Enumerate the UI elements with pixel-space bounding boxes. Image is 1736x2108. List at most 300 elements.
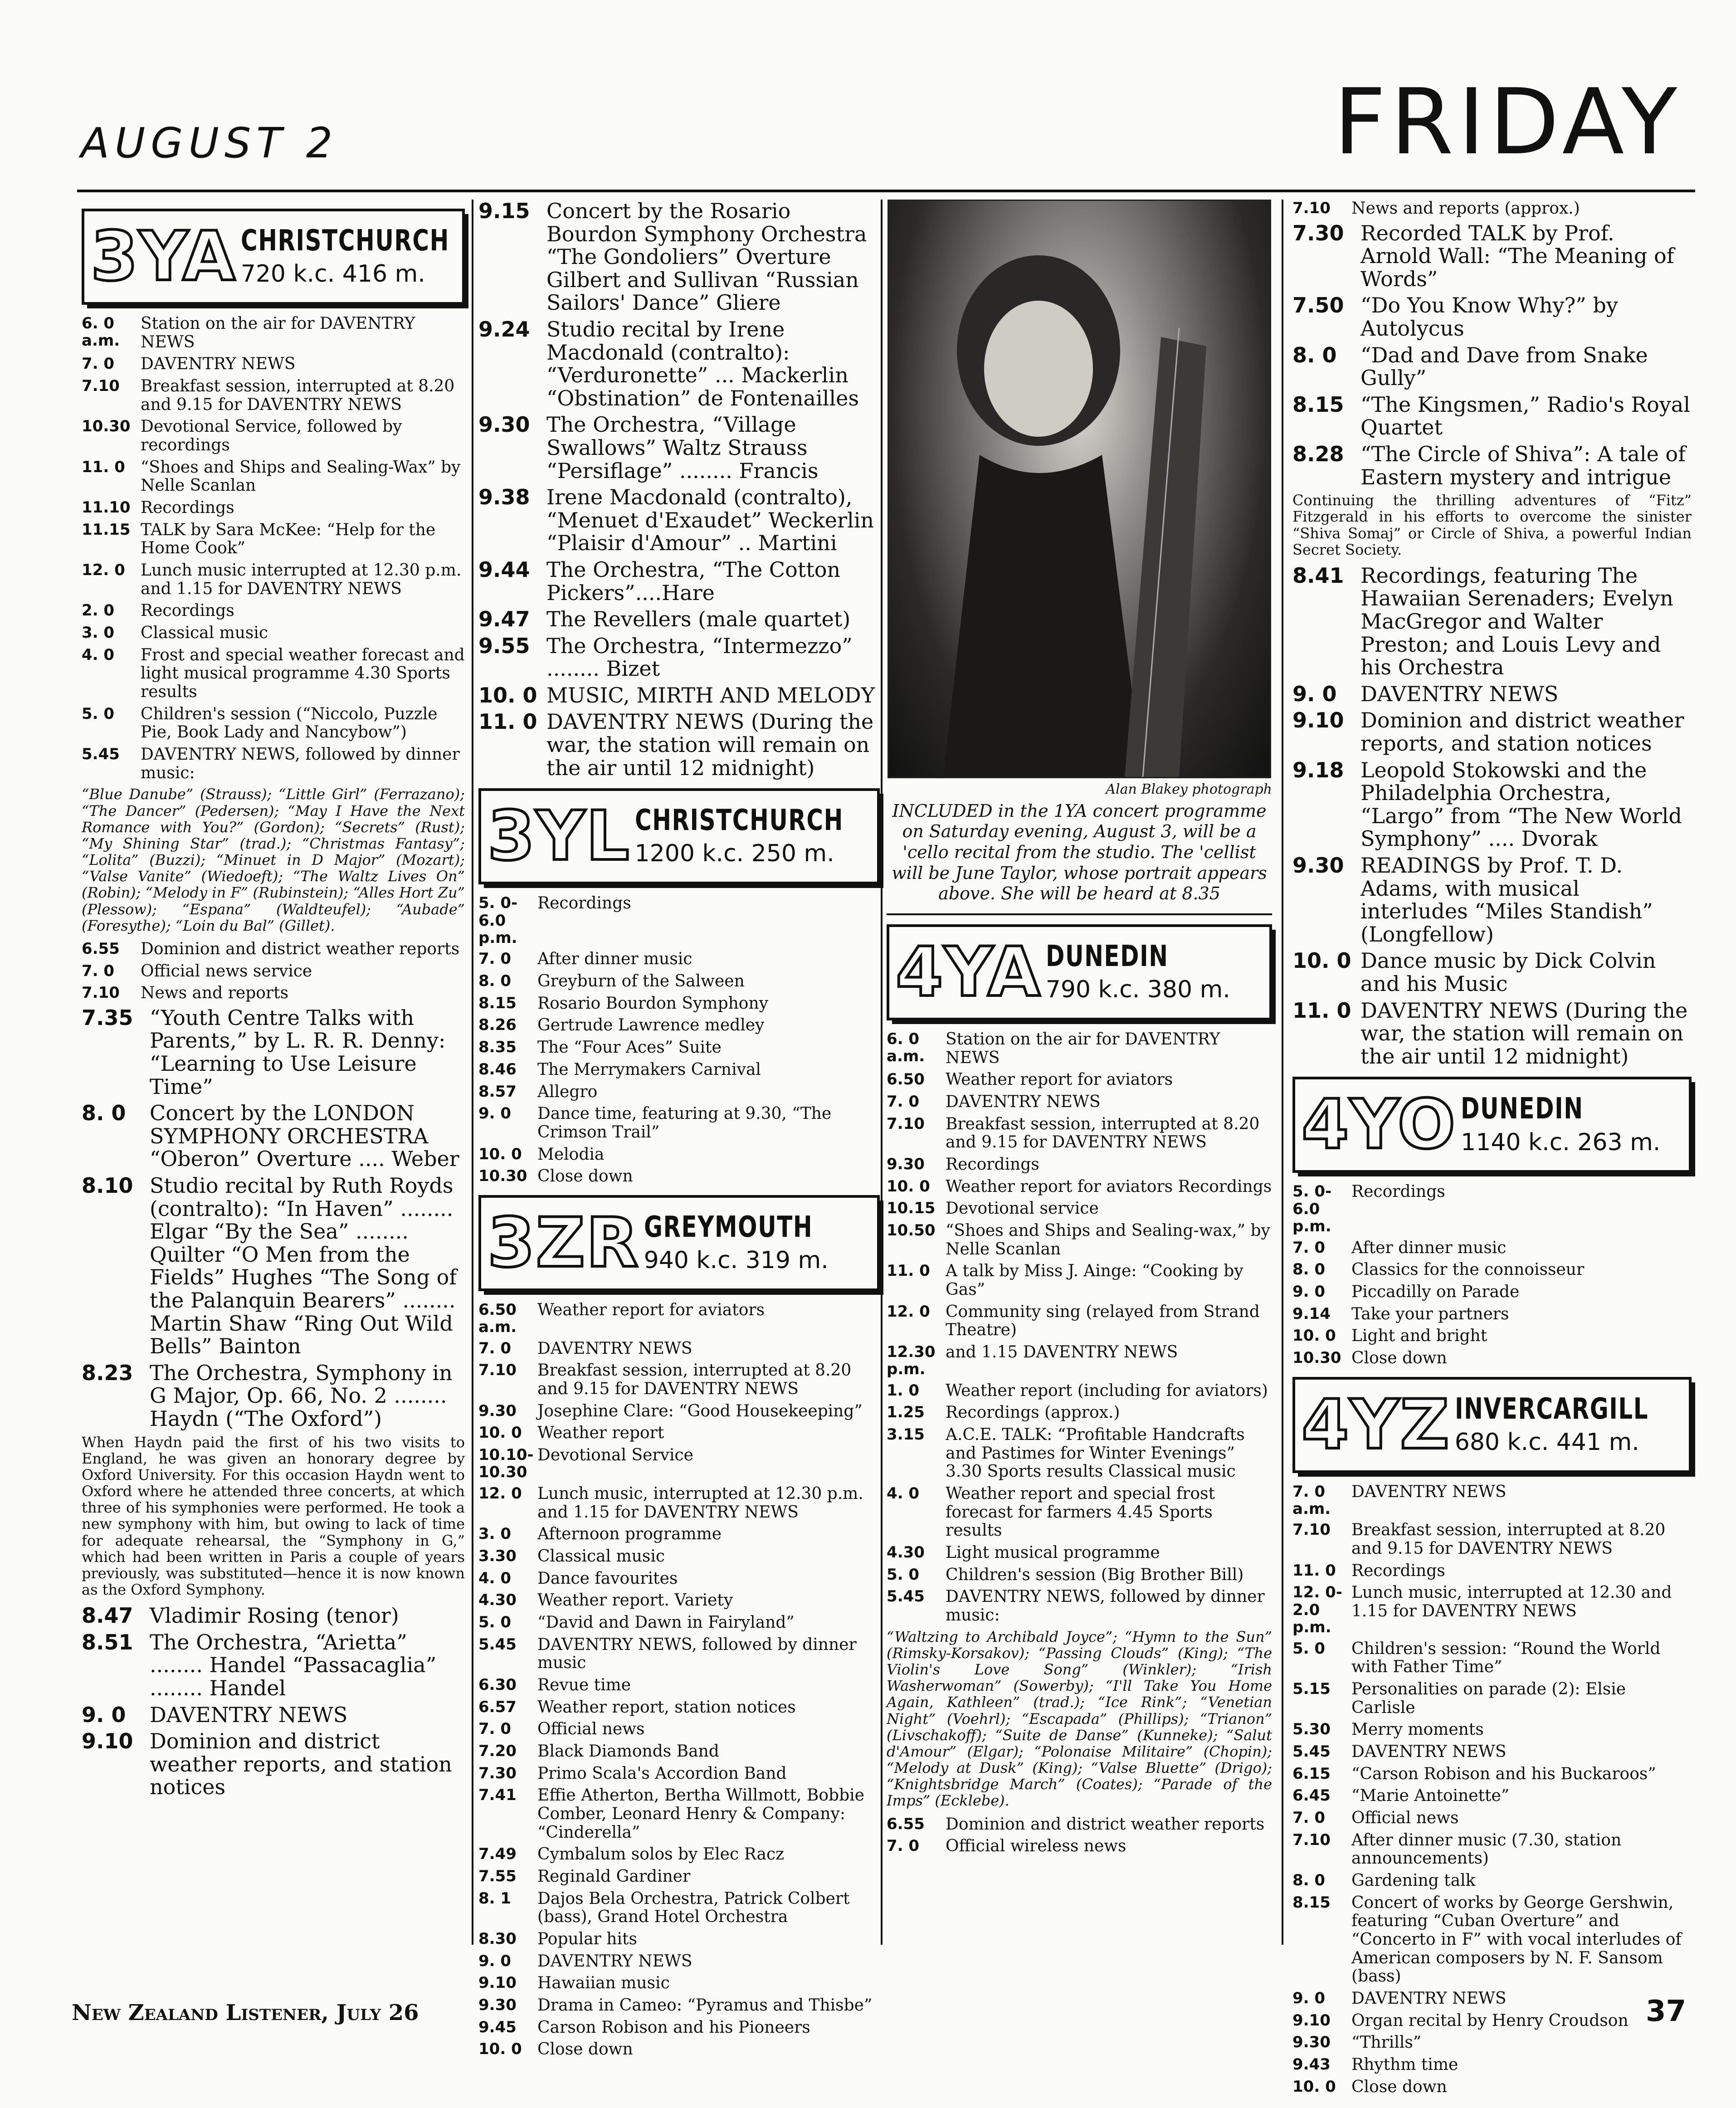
station-frequency: 940 k.c. 319 m.: [644, 1247, 829, 1274]
schedule-entry: [887, 1115, 1272, 1152]
schedule-entry: [1292, 2034, 1692, 2052]
entry-time: 9. 0: [478, 1104, 512, 1123]
entry-description: Dominion and district weather reports, and station notices: [1361, 708, 1684, 756]
entry-time: 7.30: [1292, 220, 1344, 245]
entry-description: DAVENTRY NEWS: [537, 1339, 692, 1358]
entry-time: 12.30 p.m.: [887, 1342, 936, 1379]
schedule-entry: [478, 972, 880, 991]
entry-time: 7.41: [478, 1786, 517, 1805]
entry-description: The Revellers (male quartet): [546, 607, 851, 632]
schedule-entry: [887, 1426, 1272, 1481]
entry-time: 7.10: [82, 377, 120, 395]
entry-time: 6. 0 a.m.: [82, 314, 120, 350]
schedule-entry: [887, 1093, 1272, 1112]
entry-time: 7.10: [887, 1114, 925, 1133]
schedule-entry: [478, 1424, 880, 1443]
entry-time: 8.28: [1292, 442, 1344, 467]
schedule-list: [1292, 200, 1692, 218]
entry-description: A.C.E. TALK: “Profitable Handcrafts and Pastimes for Winter Evenings” 3.30 Sports results Classical music: [946, 1425, 1245, 1481]
entry-time: 5.45: [1292, 1742, 1331, 1761]
entry-time: 9.24: [478, 317, 530, 342]
schedule-entry: [82, 459, 465, 495]
entry-time: 9.55: [478, 633, 530, 658]
entry-time: 8.35: [478, 1038, 517, 1057]
schedule-entry: [887, 1343, 1272, 1378]
entry-description: Official news: [537, 1720, 645, 1739]
photo-caption: INCLUDED in the 1YA concert programme on Saturday evening, August 3, will be a 'cello recital from the studio. The 'cellist will be June Taylor, whose portrait appears above. She will be heard at 8.35: [892, 800, 1267, 904]
entry-description: “The Kingsmen,” Radio's Royal Quartet: [1361, 392, 1690, 440]
schedule-entry: [1292, 1640, 1692, 1677]
entry-description: READINGS by Prof. T. D. Adams, with musical interludes “Miles Standish” (Longfellow): [1361, 853, 1653, 947]
schedule-entry: [82, 1730, 465, 1799]
schedule-entry: [82, 1631, 465, 1700]
entry-time: 6.50: [887, 1070, 925, 1089]
entry-time: 9.10: [82, 1729, 133, 1754]
entry-description: Melodia: [537, 1145, 605, 1164]
entry-time: 11. 0: [478, 709, 537, 734]
schedule-list: [1292, 1483, 1692, 2097]
entry-time: 4. 0: [887, 1484, 920, 1503]
schedule-list-large: [82, 1604, 465, 1799]
entry-description: TALK by Sara McKee: “Help for the Home Cook”: [141, 520, 436, 558]
entry-description: The “Four Aces” Suite: [537, 1038, 722, 1057]
entry-description: Recordings (approx.): [946, 1403, 1120, 1422]
entry-description: The Orchestra, Symphony in G Major, Op. 66, No. 2 ........ Haydn (“The Oxford”): [150, 1360, 453, 1431]
entry-time: 8.30: [478, 1929, 517, 1948]
entry-description: Station on the air for DAVENTRY NEWS: [141, 314, 415, 351]
entry-description: “The Circle of Shiva”: A tale of Eastern mystery and intrigue: [1361, 442, 1686, 489]
schedule-entry: [1292, 2012, 1692, 2030]
schedule-entry: [478, 1974, 880, 1993]
schedule-entry: [478, 1525, 880, 1544]
entry-description: Rhythm time: [1351, 2055, 1458, 2074]
entry-description: Station on the air for DAVENTRY NEWS: [946, 1030, 1220, 1067]
entry-description: Josephine Clare: “Good Housekeeping”: [537, 1401, 863, 1420]
entry-time: 9.45: [478, 2018, 517, 2036]
entry-time: 4.30: [478, 1591, 517, 1610]
entry-description: Recordings: [1351, 1561, 1445, 1580]
entry-description: Dance music by Dick Colvin and his Music: [1361, 948, 1656, 996]
entry-time: 5. 0: [1292, 1639, 1326, 1658]
schedule-entry: [887, 1566, 1272, 1585]
haydn-note: When Haydn paid the first of his two visits to England, he was given an honorary degree by Oxford University. For this occasion Haydn went to Oxford where he attended three concerts, at which three of his symphonies were performed. He took a new symphony with him, but owing to lack of time for adequate rehearsal, the “Symphony in G,” which had been written in Paris a couple of years previously, was substituted—hence it is now known as the Oxford Symphony.: [82, 1433, 465, 1598]
schedule-entry: [82, 602, 465, 620]
entry-description: Recordings: [1351, 1182, 1445, 1201]
entry-description: Recordings: [946, 1155, 1039, 1174]
entry-time: 9.38: [478, 485, 530, 510]
schedule-entry: [82, 624, 465, 643]
entry-description: Breakfast session, interrupted at 8.20 and 9.15 for DAVENTRY NEWS: [537, 1361, 852, 1399]
entry-time: 9.44: [478, 557, 530, 582]
entry-time: 7. 0: [1292, 1238, 1326, 1257]
entry-description: Lunch music, interrupted at 12.30 and 1.15 for DAVENTRY NEWS: [1351, 1583, 1672, 1621]
entry-description: Recordings: [141, 498, 234, 517]
station-box-4yo: [1292, 1077, 1692, 1173]
schedule-entry: [1292, 759, 1692, 850]
entry-time: 10. 0: [478, 2040, 522, 2059]
schedule-entry: [478, 1676, 880, 1695]
schedule-entry: [1292, 854, 1692, 946]
schedule-entry: [887, 1382, 1272, 1400]
entry-description: Irene Macdonald (contralto), “Menuet d'Exaudet” Weckerlin “Plaisir d'Amour” .. Martini: [546, 485, 874, 556]
entry-time: 7. 0 a.m.: [1292, 1482, 1331, 1518]
schedule-entry: [478, 1845, 880, 1864]
entry-time: 10. 0: [478, 1145, 522, 1163]
entry-time: 2. 0: [82, 601, 115, 620]
entry-description: MUSIC, MIRTH AND MELODY: [546, 683, 875, 708]
entry-description: Lunch music interrupted at 12.30 p.m. and 1.15 for DAVENTRY NEWS: [141, 561, 462, 598]
entry-description: Classical music: [537, 1547, 665, 1566]
schedule-entry: [82, 499, 465, 517]
entry-time: 12. 0-2.0 p.m.: [1292, 1583, 1342, 1637]
schedule-list: [82, 940, 465, 1003]
station-box-3yl: [478, 788, 880, 884]
schedule-entry: [1292, 1239, 1692, 1258]
entry-description: After dinner music: [537, 950, 692, 969]
schedule-entry: [1292, 999, 1692, 1068]
schedule-entry: [1292, 443, 1692, 488]
entry-time: 3. 0: [82, 624, 115, 642]
schedule-entry: [478, 1485, 880, 1522]
entry-time: 1. 0: [887, 1381, 920, 1400]
column-divider: [1282, 200, 1283, 1945]
entry-time: 4. 0: [478, 1569, 512, 1587]
schedule-entry: [478, 710, 880, 779]
schedule-entry: [1292, 1183, 1692, 1235]
entry-time: 8.47: [82, 1603, 133, 1628]
entry-description: DAVENTRY NEWS: [1361, 681, 1559, 706]
entry-description: After dinner music: [1351, 1238, 1507, 1257]
schedule-entry: [478, 1952, 880, 1971]
entry-description: Children's session (“Niccolo, Puzzle Pie, Book Lady and Nancybow”): [141, 704, 438, 742]
entry-time: 5.30: [1292, 1720, 1331, 1739]
schedule-entry: [82, 1006, 465, 1098]
entry-description: Lunch music, interrupted at 12.30 p.m. and 1.15 for DAVENTRY NEWS: [537, 1484, 863, 1522]
schedule-list-large: [478, 200, 880, 779]
entry-description: DAVENTRY NEWS, followed by dinner music: [537, 1635, 857, 1673]
entry-description: News and reports: [141, 984, 289, 1003]
schedule-list: [478, 894, 880, 1186]
entry-description: Weather report for aviators: [946, 1070, 1173, 1089]
schedule-entry: [82, 355, 465, 374]
schedule-entry: [478, 1996, 880, 2015]
entry-time: 4.30: [887, 1543, 925, 1562]
entry-description: Weather report (including for aviators): [946, 1381, 1268, 1400]
entry-time: 11.15: [82, 520, 131, 539]
entry-description: DAVENTRY NEWS: [946, 1092, 1101, 1111]
schedule-entry: [1292, 1483, 1692, 1518]
schedule-entry: [82, 1361, 465, 1430]
entry-time: 3.30: [478, 1547, 517, 1565]
entry-time: 6.45: [1292, 1786, 1331, 1805]
entry-description: Close down: [1351, 1348, 1447, 1367]
schedule-entry: [1292, 1562, 1692, 1581]
schedule-entry: [478, 1105, 880, 1142]
entry-description: Official news: [1351, 1808, 1459, 1827]
entry-description: “Dad and Dave from Snake Gully”: [1361, 342, 1648, 390]
schedule-entry: [82, 561, 465, 598]
schedule-entry: [82, 746, 465, 782]
entry-time: 8.15: [478, 994, 517, 1012]
schedule-entry: [887, 1030, 1272, 1067]
schedule-entry: [478, 1146, 880, 1164]
schedule-entry: [1292, 1721, 1692, 1739]
entry-time: 8.15: [1292, 1893, 1331, 1912]
entry-time: 10.30: [478, 1167, 527, 1186]
entry-description: “Shoes and Ships and Sealing-wax,” by Nelle Scanlan: [946, 1221, 1270, 1259]
entry-description: DAVENTRY NEWS: [1351, 1742, 1507, 1761]
schedule-entry: [478, 1402, 880, 1421]
schedule-entry: [478, 1446, 880, 1481]
schedule-entry: [82, 418, 465, 454]
station-city: DUNEDIN: [1045, 939, 1169, 973]
entry-time: 10. 0: [478, 683, 537, 708]
station-city: INVERCARGILL: [1454, 1392, 1648, 1426]
entry-description: Official wireless news: [946, 1837, 1126, 1856]
entry-time: 7.10: [1292, 199, 1331, 217]
station-call: 3ZR: [488, 1203, 639, 1283]
entry-description: News and reports (approx.): [1351, 199, 1580, 218]
entry-time: 8.57: [478, 1082, 517, 1101]
station-call: 4YA: [896, 932, 1041, 1012]
entry-description: Piccadilly on Parade: [1351, 1282, 1520, 1301]
entry-description: DAVENTRY NEWS: [1351, 1482, 1507, 1501]
schedule-entry: [478, 634, 880, 680]
section-rule: [887, 913, 1272, 915]
entry-description: “Shoes and Ships and Sealing-Wax” by Nelle Scanlan: [141, 458, 461, 495]
entry-description: Studio recital by Irene Macdonald (contralto): “Verduronette” ... Mackerlin “Obstination” de Fontenailles: [546, 317, 859, 410]
station-frequency: 720 k.c. 416 m.: [240, 260, 425, 288]
station-box-4ya: [887, 924, 1272, 1020]
schedule-entry: [478, 1361, 880, 1398]
entry-time: 9.10: [1292, 708, 1344, 733]
entry-description: The Orchestra, “Village Swallows” Waltz Strauss “Persiflage” ........ Francis: [546, 412, 819, 483]
column-divider: [881, 200, 883, 1945]
entry-description: Leopold Stokowski and the Philadelphia Orchestra, “Largo” from “The New World Symphony” .... Dvorak: [1361, 757, 1682, 851]
entry-time: 8. 0: [1292, 342, 1337, 367]
entry-description: Close down: [1351, 2077, 1447, 2096]
entry-time: 12. 0: [82, 561, 125, 580]
entry-time: 7.20: [478, 1742, 517, 1760]
entry-time: 6.57: [478, 1698, 517, 1716]
entry-time: 9.15: [478, 199, 530, 223]
entry-time: 12. 0: [887, 1302, 930, 1321]
entry-time: 8. 1: [478, 1889, 512, 1908]
station-city: DUNEDIN: [1461, 1092, 1584, 1126]
schedule-entry: [887, 1404, 1272, 1422]
entry-description: Close down: [537, 1167, 633, 1186]
entry-time: 5.45: [887, 1587, 925, 1606]
entry-time: 10.15: [887, 1199, 936, 1218]
entry-time: 9.30: [478, 1996, 517, 2014]
schedule-entry: [478, 1301, 880, 1336]
entry-time: 5.45: [478, 1635, 517, 1654]
schedule-entry: [1292, 1787, 1692, 1805]
schedule-entry: [1292, 222, 1692, 291]
entry-description: Allegro: [537, 1082, 598, 1101]
entry-time: 7.30: [478, 1764, 517, 1782]
entry-description: Recorded TALK by Prof. Arnold Wall: “The Meaning of Words”: [1361, 220, 1674, 291]
entry-time: 10. 0: [1292, 2077, 1336, 2096]
schedule-entry: [1292, 294, 1692, 340]
schedule-entry: [478, 1786, 880, 1842]
entry-time: 6. 0 a.m.: [887, 1030, 925, 1066]
schedule-entry: [478, 1868, 880, 1886]
entry-time: 10.10-10.30: [478, 1446, 534, 1482]
entry-description: Studio recital by Ruth Royds (contralto): “In Haven” ........ Elgar “By the Sea” ........ Quilter “O Men from the Fields” Hughes “The Song of the Palanquin Bearers” ........ Martin Shaw “Ring Out Wild Bells” Bainton: [150, 1173, 457, 1359]
schedule-entry: [1292, 1680, 1692, 1717]
entry-time: 8.10: [82, 1173, 133, 1198]
schedule-entry: [887, 1544, 1272, 1562]
entry-time: 9. 0: [478, 1952, 512, 1970]
entry-description: Gardening talk: [1351, 1871, 1476, 1890]
entry-time: 5. 0-6.0 p.m.: [478, 894, 518, 947]
station-frequency: 790 k.c. 380 m.: [1045, 976, 1230, 1004]
entry-description: “Thrills”: [1351, 2033, 1422, 2052]
entry-description: Devotional Service, followed by recordings: [141, 417, 402, 455]
entry-time: 10.30: [1292, 1348, 1341, 1367]
entry-time: 7. 0: [478, 1720, 512, 1738]
entry-description: Breakfast session, interrupted at 8.20 and 9.15 for DAVENTRY NEWS: [946, 1114, 1260, 1152]
entry-time: 9.30: [478, 1401, 517, 1420]
entry-time: 8. 0: [1292, 1260, 1326, 1279]
schedule-entry: [478, 1636, 880, 1673]
entry-description: Hawaiian music: [537, 1974, 670, 1993]
schedule-entry: [1292, 1261, 1692, 1279]
entry-description: Primo Scala's Accordion Band: [537, 1764, 787, 1783]
entry-description: Dominion and district weather reports, and station notices: [150, 1729, 452, 1800]
entry-time: 6.55: [887, 1815, 925, 1833]
schedule-entry: [82, 984, 465, 1003]
column-3: [887, 200, 1272, 1945]
schedule-entry: [478, 486, 880, 555]
entry-description: Dance favourites: [537, 1569, 678, 1588]
entry-time: 6.55: [82, 939, 120, 958]
schedule-list: [1292, 1183, 1692, 1367]
entry-description: Drama in Cameo: “Pyramus and Thisbe”: [537, 1996, 873, 2015]
entry-description: Children's session (Big Brother Bill): [946, 1565, 1244, 1584]
schedule-entry: [887, 1303, 1272, 1340]
entry-description: Weather report. Variety: [537, 1591, 733, 1610]
entry-description: DAVENTRY NEWS: [1351, 1989, 1507, 2008]
schedule-entry: [887, 1156, 1272, 1174]
entry-description: Dajos Bela Orchestra, Patrick Colbert (bass), Grand Hotel Orchestra: [537, 1889, 850, 1927]
entry-time: 7.10: [1292, 1521, 1331, 1539]
entry-description: Merry moments: [1351, 1720, 1484, 1739]
schedule-list: [82, 315, 465, 782]
entry-description: “Carson Robison and his Buckaroos”: [1351, 1764, 1656, 1783]
entry-description: Rosario Bourdon Symphony: [537, 994, 768, 1013]
entry-description: Reginald Gardiner: [537, 1867, 691, 1886]
schedule-entry: [478, 318, 880, 410]
portrait-illustration: [889, 201, 1270, 777]
entry-time: 7. 0: [887, 1092, 920, 1111]
station-city: CHRISTCHURCH: [240, 224, 449, 258]
header-rule: [77, 190, 1695, 192]
entry-time: 9.30: [1292, 2033, 1331, 2052]
schedule-entry: [478, 1340, 880, 1358]
schedule-entry: [1292, 564, 1692, 679]
schedule-entry: [887, 1815, 1272, 1834]
entry-description: The Orchestra, “Intermezzo” ........ Bizet: [546, 633, 853, 681]
entry-time: 8.23: [82, 1360, 133, 1385]
column-1: [82, 200, 465, 1945]
entry-description: Cymbalum solos by Elec Racz: [537, 1845, 785, 1864]
entry-description: “Do You Know Why?” by Autolycus: [1361, 293, 1618, 341]
entry-time: 11. 0: [1292, 998, 1351, 1023]
schedule-entry: [478, 1570, 880, 1588]
schedule-entry: [1292, 1743, 1692, 1762]
schedule-entry: [1292, 1872, 1692, 1890]
entry-description: Concert of works by George Gershwin, featuring “Cuban Overture” and “Concerto in F” with vocal interludes of American composers by N. F. Sansom (bass): [1351, 1893, 1682, 1986]
schedule-entry: [1292, 1349, 1692, 1368]
dinner-music-note: “Waltzing to Archibald Joyce”; “Hymn to the Sun” (Rimsky-Korsakov); “Passing Clouds” (King); “The Violin's Love Song” (Winkler); “Irish Washerwoman” (Sowerby); “I'll Take You Home Again, Kathleen” (trad.); “Ice Rink”; “Venetian Night” (Voehrl); “Escapada” (Phillips); “Trianon” (Livschakoff); “Suite de Danse” (Kunneke); “Salut d'Amour” (Elgar); “Polonaise Militaire” (Chopin); “Melody at Dusk” (King); “Valse Bluette” (Drigo); “Knightsbridge March” (Coates); “Parade of the Imps” (Ecklebe).: [887, 1628, 1272, 1810]
entry-time: 9.30: [887, 1155, 925, 1173]
schedule-list: [478, 1301, 880, 2059]
entry-time: 3. 0: [478, 1525, 512, 1543]
entry-description: Weather report, station notices: [537, 1698, 796, 1717]
entry-time: 9.14: [1292, 1304, 1331, 1323]
entry-description: Devotional Service: [537, 1446, 693, 1465]
shiva-note: Continuing the thrilling adventures of “Fitz” Fitzgerald in his efforts to overcome the sinister “Shiva Somaj” or Circle of Shiva, a powerful Indian Secret Society.: [1292, 492, 1692, 558]
schedule-entry: [478, 1890, 880, 1927]
schedule-entry: [478, 1930, 880, 1949]
entry-description: The Orchestra, “The Cotton Pickers”....Hare: [546, 557, 841, 605]
entry-description: Concert by the LONDON SYMPHONY ORCHESTRA “Oberon” Overture .... Weber: [150, 1101, 459, 1171]
schedule-entry: [1292, 1283, 1692, 1302]
schedule-entry: [82, 1703, 465, 1727]
entry-time: 3.15: [887, 1425, 925, 1444]
entry-time: 8. 0: [1292, 1871, 1326, 1889]
page-number: 37: [1645, 1995, 1686, 2028]
entry-description: Vladimir Rosing (tenor): [150, 1603, 399, 1628]
entry-description: DAVENTRY NEWS, followed by dinner music:: [141, 745, 460, 782]
entry-description: DAVENTRY NEWS, followed by dinner music:: [946, 1587, 1265, 1625]
schedule-list-large: [1292, 564, 1692, 1068]
entry-time: 7.50: [1292, 293, 1344, 318]
entry-description: Breakfast session, interrupted at 8.20 and 9.15 for DAVENTRY NEWS: [141, 377, 455, 414]
entry-time: 5. 0: [82, 704, 115, 723]
schedule-entry: [478, 1720, 880, 1739]
schedule-entry: [478, 1742, 880, 1761]
schedule-entry: [478, 1083, 880, 1102]
schedule-entry: [1292, 1990, 1692, 2008]
entry-time: 11. 0: [887, 1262, 930, 1280]
entry-description: Frost and special weather forecast and light musical programme 4.30 Sports results: [141, 645, 465, 702]
station-city: CHRISTCHURCH: [634, 804, 844, 838]
entry-description: Black Diamonds Band: [537, 1742, 719, 1761]
cellist-portrait-photo: [888, 200, 1271, 778]
entry-time: 7.49: [478, 1845, 517, 1864]
entry-description: A talk by Miss J. Ainge: “Cooking by Gas”: [946, 1262, 1243, 1299]
entry-description: DAVENTRY NEWS: [537, 1952, 692, 1971]
entry-description: Light musical programme: [946, 1543, 1160, 1562]
schedule-entry: [82, 1174, 465, 1358]
schedule-entry: [1292, 1305, 1692, 1324]
schedule-list: [887, 1815, 1272, 1856]
entry-time: 9. 0: [1292, 1989, 1326, 2008]
schedule-entry: [1292, 1831, 1692, 1868]
schedule-entry: [478, 1591, 880, 1610]
schedule-entry: [1292, 1809, 1692, 1828]
schedule-entry: [82, 521, 465, 558]
schedule-list-large: [82, 1006, 465, 1430]
entry-description: Weather report for aviators: [537, 1300, 765, 1319]
entry-description: DAVENTRY NEWS: [150, 1702, 348, 1727]
station-call: 3YA: [91, 217, 236, 296]
entry-time: 8. 0: [82, 1101, 126, 1126]
entry-description: “Marie Antoinette”: [1351, 1786, 1510, 1805]
